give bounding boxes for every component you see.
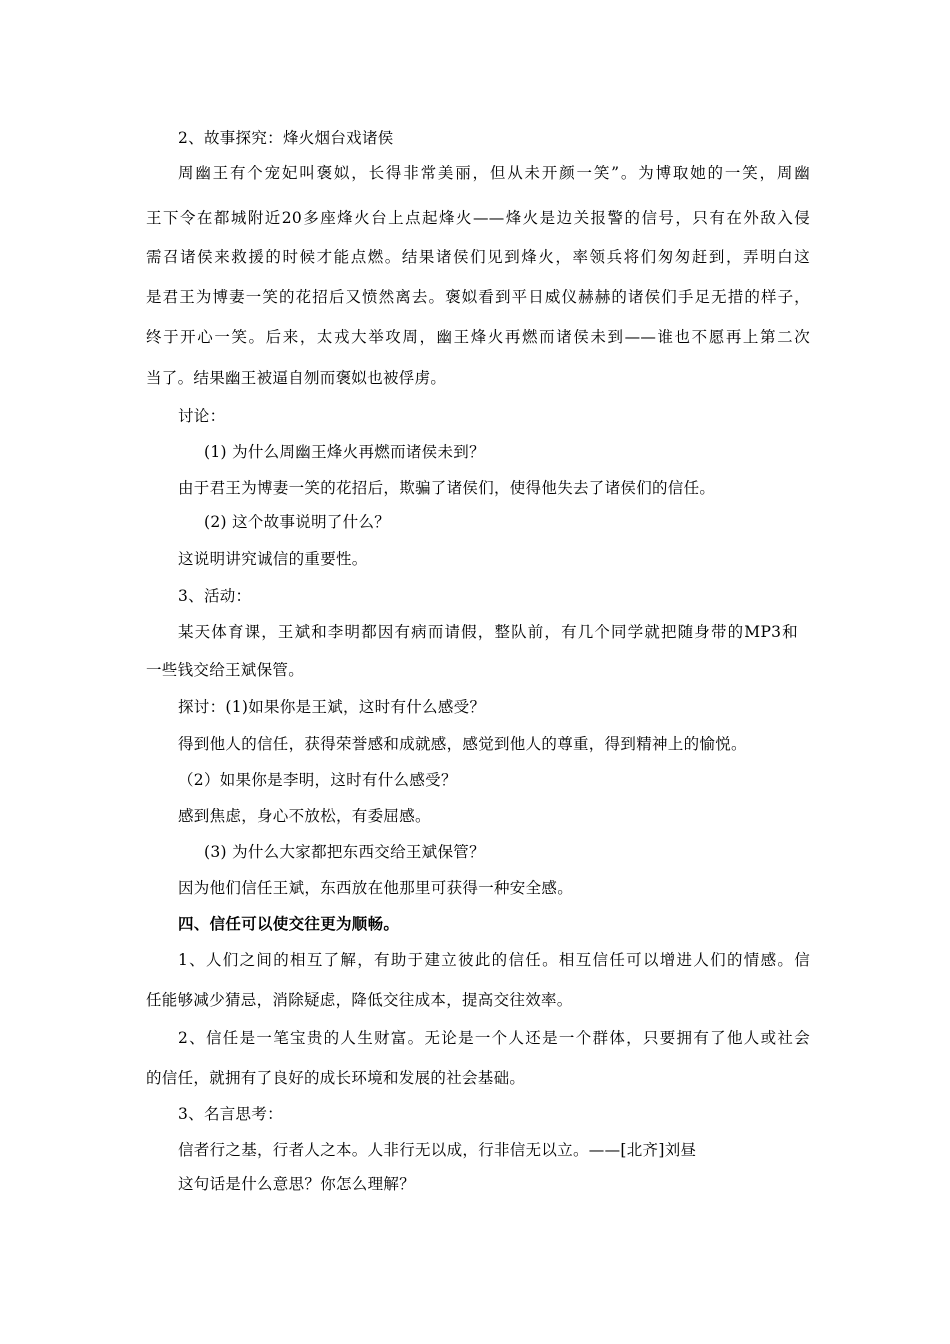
- discussion-answer-1: 由于君王为博妻一笑的花招后，欺骗了诸侯们，使得他失去了诸侯们的信任。: [178, 479, 716, 497]
- trust-point-2-line-1: 2、信任是一笔宝贵的人生财富。无论是一个人还是一个群体，只要拥有了他人或社会: [178, 1029, 810, 1047]
- story-line-3: 需召诸侯来救援的时候才能点燃。结果诸侯们见到烽火，率领兵将们匆匆赶到，弄明白这: [146, 248, 810, 266]
- section4-heading: 四、信任可以使交往更为顺畅。: [178, 914, 400, 933]
- story-line-6: 当了。结果幽王被逼自刎而褒姒也被俘虏。: [146, 369, 447, 387]
- trust-point-1-line-2: 任能够减少猜忌，消除疑虑，降低交往成本，提高交往效率。: [146, 991, 573, 1009]
- section3-title: 3、活动：: [178, 587, 252, 605]
- activity-question-3: (3) 为什么大家都把东西交给王斌保管？: [204, 843, 485, 861]
- trust-point-1-line-1: 1、人们之间的相互了解，有助于建立彼此的信任。相互信任可以增进人们的情感。信: [178, 951, 810, 969]
- discussion-label: 讨论：: [178, 407, 226, 425]
- story-line-5: 终于开心一笑。后来，太戎大举攻周，幽王烽火再燃而诸侯未到——谁也不愿再上第二次: [146, 328, 810, 346]
- activity-answer-3: 因为他们信任王斌，东西放在他那里可获得一种安全感。: [178, 879, 574, 897]
- activity-question-1: 探讨：(1)如果你是王斌，这时有什么感受？: [178, 698, 486, 716]
- discussion-question-1: (1) 为什么周幽王烽火再燃而诸侯未到？: [204, 443, 485, 461]
- section2-title: 2、故事探究：烽火烟台戏诸侯: [178, 129, 394, 147]
- trust-point-2-line-2: 的信任，就拥有了良好的成长环境和发展的社会基础。: [146, 1069, 526, 1087]
- activity-answer-2: 感到焦虑，身心不放松，有委屈感。: [178, 807, 431, 825]
- story-line-1: 周幽王有个宠妃叫褒姒，长得非常美丽，但从未开颜一笑”。为博取她的一笑，周幽: [178, 164, 810, 182]
- activity-line-2: 一些钱交给王斌保管。: [146, 661, 305, 679]
- activity-answer-1: 得到他人的信任，获得荣誉感和成就感，感觉到他人的尊重，得到精神上的愉悦。: [178, 735, 747, 753]
- quote-section-title: 3、名言思考：: [178, 1105, 283, 1123]
- activity-question-2: （2）如果你是李明，这时有什么感受？: [178, 771, 457, 789]
- discussion-answer-2: 这说明讲究诚信的重要性。: [178, 550, 368, 568]
- quote-text: 信者行之基，行者人之本。人非行无以成，行非信无以立。——[北齐]刘昼: [178, 1141, 697, 1159]
- story-line-2: 王下令在都城附近20多座烽火台上点起烽火——烽火是边关报警的信号，只有在外敌入侵: [146, 209, 810, 227]
- quote-question: 这句话是什么意思？你怎么理解？: [178, 1175, 416, 1193]
- story-line-4: 是君王为博妻一笑的花招后又愤然离去。褒姒看到平日威仪赫赫的诸侯们手足无措的样子，: [146, 288, 810, 306]
- discussion-question-2: (2) 这个故事说明了什么？: [204, 513, 391, 531]
- activity-line-1: 某天体育课，王斌和李明都因有病而请假，整队前，有几个同学就把随身带的MP3和: [178, 623, 798, 641]
